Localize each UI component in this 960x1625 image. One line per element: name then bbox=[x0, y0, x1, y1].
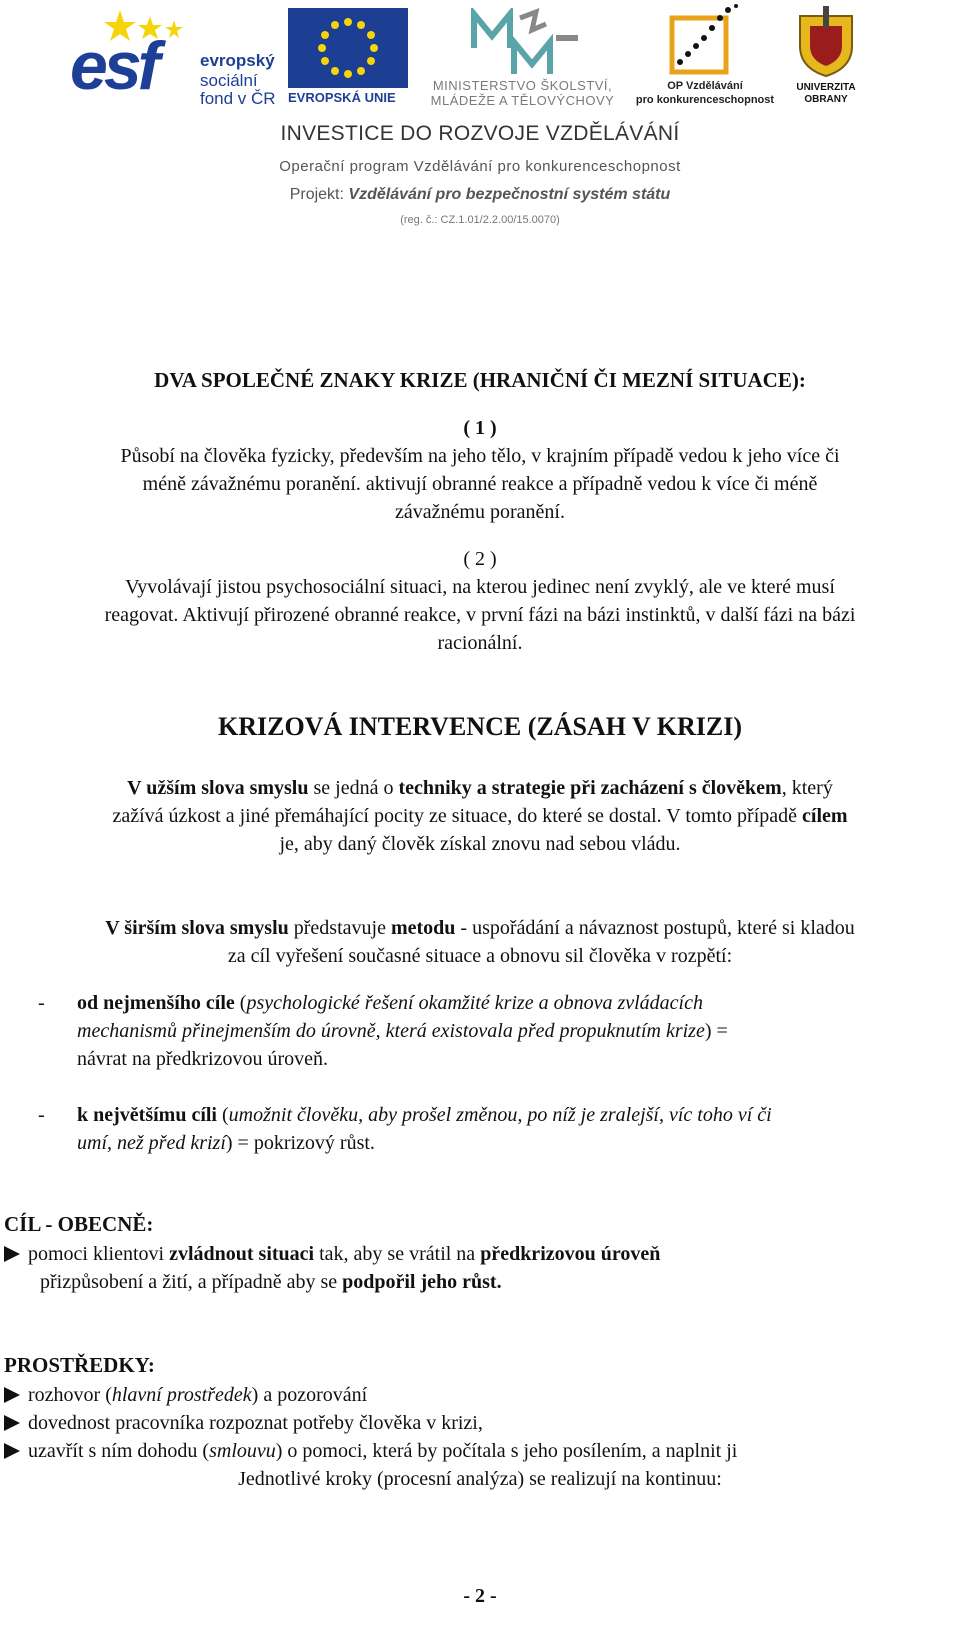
text: umožnit člověku, aby prošel změnou, po níž je zralejší, víc toho ví či bbox=[228, 1104, 772, 1126]
text: umí, než před krizí bbox=[77, 1132, 226, 1154]
section1-heading: DVA SPOLEČNÉ ZNAKY KRIZE (HRANIČNÍ ČI MEZNÍ SITUACE): bbox=[154, 368, 806, 392]
narrow-sense-line2 bbox=[0, 802, 960, 830]
goal-bullet-line1 bbox=[4, 1240, 660, 1268]
text: smlouvu bbox=[209, 1440, 276, 1462]
text: rozhovor ( bbox=[28, 1384, 112, 1406]
triangle-bullet-icon bbox=[4, 1415, 20, 1431]
item2-line3: racionální. bbox=[437, 632, 523, 654]
esf-wordmark: esf bbox=[70, 28, 157, 104]
method-term: metodu bbox=[390, 917, 456, 939]
project-label: Projekt: bbox=[289, 186, 344, 203]
broad-sense-line2: za cíl vyřešení současné situace a obnovu sil člověka v rozpětí: bbox=[227, 945, 733, 967]
text: dovednost pracovníka rozpoznat potřeby člověka v krizi, bbox=[28, 1412, 483, 1434]
item2-number: ( 2 ) bbox=[463, 548, 497, 570]
dash-item-1-line3: návrat na předkrizovou úroveň. bbox=[77, 1048, 329, 1070]
esf-text-3: fond v ČR bbox=[200, 89, 276, 108]
project-name: Vzdělávání pro bezpečnostní systém státu bbox=[348, 186, 671, 203]
op-emblem-icon bbox=[660, 4, 750, 84]
dash-item-1-line2 bbox=[77, 1017, 728, 1045]
esf-text-1: evropský bbox=[200, 51, 275, 70]
text: tak, aby se vrátil na bbox=[314, 1243, 481, 1265]
triangle-bullet-icon bbox=[4, 1443, 20, 1459]
text: psychologické řešení okamžité krize a obnova zvládacích bbox=[246, 992, 703, 1014]
eu-logo bbox=[288, 8, 410, 108]
item1-line2: méně závažnému poranění. aktivují obranné reakce a případně vedou k více či méně bbox=[142, 473, 818, 495]
triangle-bullet-icon bbox=[4, 1387, 20, 1403]
dash-item-1-marker: - bbox=[38, 992, 45, 1014]
text: ) o pomoci, která by počítala s jeho posílením, a naplnit ji bbox=[275, 1440, 738, 1462]
text: ) a pozorování bbox=[251, 1384, 368, 1406]
msmt-logo bbox=[420, 8, 625, 108]
text: ( bbox=[217, 1104, 229, 1126]
broad-sense-term: V širším slova smyslu bbox=[105, 917, 289, 939]
section3-heading: CÍL - OBECNĚ: bbox=[4, 1212, 154, 1236]
invest-title: INVESTICE DO ROZVOJE VZDĚLÁVÁNÍ bbox=[280, 122, 680, 145]
section4-heading: PROSTŘEDKY: bbox=[4, 1353, 155, 1377]
text: se jedná o bbox=[308, 777, 399, 799]
text: mechanismů přinejmenším do úrovně, která existovala před propuknutím krize bbox=[77, 1020, 705, 1042]
msmt-caption-2: MLÁDEŽE A TĚLOVÝCHOVY bbox=[430, 93, 615, 108]
item2-line1: Vyvolávají jistou psychosociální situaci, na kterou jedinec není zvyklý, ale ve které musí bbox=[125, 576, 835, 598]
means-bullet-1 bbox=[4, 1381, 367, 1409]
smallest-goal-term: od nejmenšího cíle bbox=[77, 992, 235, 1014]
item2-line2: reagovat. Aktivují přirozené obranné reakce, v první fázi na bázi instinktů, v další fázi na bázi bbox=[104, 604, 856, 626]
uo-shield-icon bbox=[796, 6, 856, 78]
msmt-caption-1: MINISTERSTVO ŠKOLSTVÍ, bbox=[432, 78, 613, 93]
text: - uspořádání a návaznost postupů, které si kladou bbox=[455, 917, 855, 939]
text: ) = pokrizový růst. bbox=[225, 1132, 375, 1154]
uo-caption-1: UNIVERZITA bbox=[796, 82, 856, 93]
msmt-emblem-icon bbox=[470, 8, 580, 76]
means-bullet-2 bbox=[4, 1409, 483, 1437]
text: představuje bbox=[288, 917, 391, 939]
item1-line3: závažnému poranění. bbox=[395, 501, 565, 523]
esf-text-2: sociální bbox=[200, 71, 258, 90]
goal-term: cílem bbox=[802, 805, 848, 827]
program-name: Operační program Vzdělávání pro konkurenceschopnost bbox=[279, 158, 681, 175]
goal-bullet-line2 bbox=[40, 1268, 502, 1296]
item1-line1: Působí na člověka fyzicky, především na jeho tělo, v krajním případě vedou k jeho více či bbox=[120, 445, 840, 467]
registration-number: (reg. č.: CZ.1.01/2.2.00/15.0070) bbox=[400, 214, 560, 226]
text: zažívá úzkost a jiné přemáhající pocity ze situace, do které se dostal. V tomto případě bbox=[112, 805, 803, 827]
page-number: - 2 - bbox=[463, 1585, 497, 1607]
text: ( bbox=[234, 992, 247, 1014]
continuum-line: Jednotlivé kroky (procesní analýza) se realizují na kontinuu: bbox=[238, 1468, 722, 1490]
text: hlavní prostředek bbox=[111, 1384, 252, 1406]
text: ) = bbox=[704, 1020, 728, 1042]
dash-item-1-line1 bbox=[77, 989, 703, 1017]
techniques-term: techniky a strategie při zacházení s člověkem bbox=[398, 777, 782, 799]
text: uzavřít s ním dohodu ( bbox=[28, 1440, 210, 1462]
dash-item-2-line2 bbox=[77, 1129, 375, 1157]
broad-sense-line1 bbox=[0, 914, 960, 942]
precrisis-level-term: předkrizovou úroveň bbox=[480, 1243, 661, 1265]
op-caption-1: OP Vzdělávání bbox=[667, 80, 743, 92]
triangle-bullet-icon bbox=[4, 1246, 20, 1262]
esf-logo bbox=[70, 8, 280, 108]
text: přizpůsobení a žití, a případně aby se bbox=[40, 1271, 343, 1293]
means-bullet-3 bbox=[4, 1437, 737, 1465]
item1-number: ( 1 ) bbox=[463, 417, 497, 439]
op-caption-2: pro konkurenceschopnost bbox=[635, 94, 775, 106]
project-line bbox=[0, 186, 960, 204]
eu-caption: EVROPSKÁ UNIE bbox=[288, 90, 396, 105]
narrow-sense-line1 bbox=[0, 774, 960, 802]
narrow-sense-line3: je, aby daný člověk získal znovu nad sebou vládu. bbox=[279, 833, 681, 855]
eu-flag-icon bbox=[288, 8, 408, 88]
text: , který bbox=[781, 777, 833, 799]
narrow-sense-term: V užším slova smyslu bbox=[127, 777, 309, 799]
text: pomoci klientovi bbox=[28, 1243, 170, 1265]
support-growth-term: podpořil jeho růst. bbox=[342, 1271, 502, 1293]
dash-item-2-marker: - bbox=[38, 1104, 45, 1126]
section2-heading: KRIZOVÁ INTERVENCE (ZÁSAH V KRIZI) bbox=[218, 712, 742, 741]
handle-situation-term: zvládnout situaci bbox=[169, 1243, 315, 1265]
dash-item-2-line1 bbox=[77, 1101, 772, 1129]
largest-goal-term: k největšímu cíli bbox=[77, 1104, 217, 1126]
op-logo bbox=[630, 4, 780, 108]
uo-caption-2: OBRANY bbox=[804, 94, 848, 105]
uo-logo bbox=[786, 6, 866, 110]
